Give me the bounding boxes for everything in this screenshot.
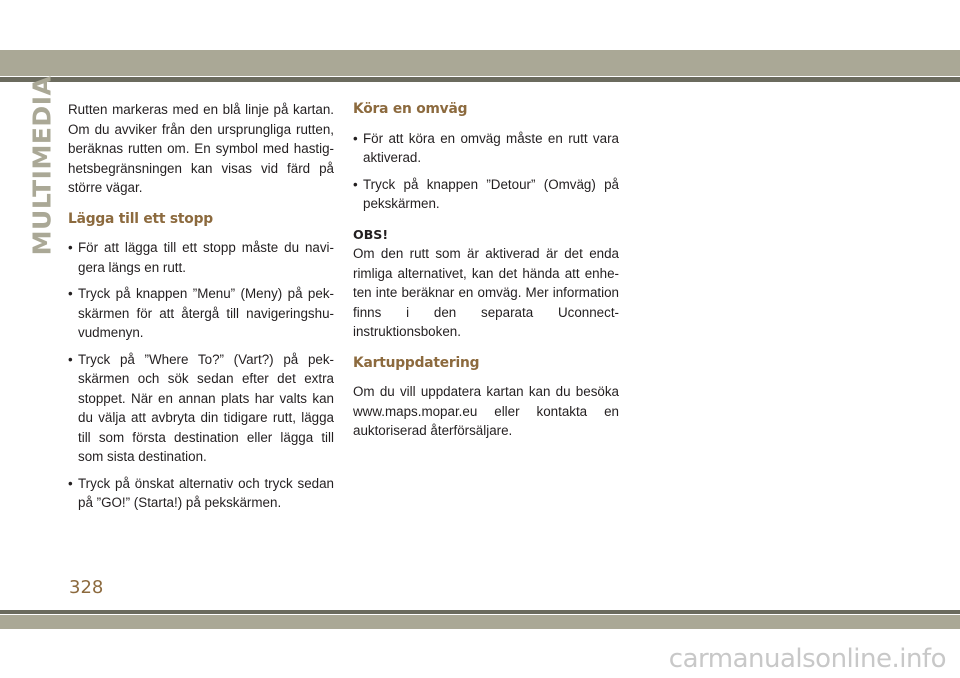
footer-rule (0, 610, 960, 614)
header-rule (0, 77, 960, 82)
section-label: MULTIMEDIA (27, 75, 57, 256)
right-column (353, 100, 619, 441)
detour-list (353, 129, 619, 214)
list-item: • Tryck på knappen ”Detour” (Omväg) på pekskärmen. (353, 175, 619, 214)
list-item: • Tryck på knappen ”Menu” (Meny) på pekskärmen för att återgå till navigeringshuvudmenyn. (68, 284, 334, 343)
footer-band (0, 615, 960, 629)
list-item: • För att lägga till ett stopp måste du navigera längs en rutt. (68, 238, 334, 277)
section-tab (22, 75, 62, 256)
page-number: 328 (69, 577, 104, 598)
watermark: carmanualsonline.info (668, 644, 946, 674)
list-item: • Tryck på önskat alternativ och tryck sedan på ”GO!” (Starta!) på pekskärmen. (68, 474, 334, 513)
note-text: Om den rutt som är aktiverad är det enda rimliga alternativet, kan det hända att enheten inte beräknar en omväg. Mer information finns i den separata Uconnect-instruktionsboken. (353, 246, 619, 339)
list-item: • För att köra en omväg måste en rutt vara aktiverad. (353, 129, 619, 168)
list-item: • Tryck på ”Where To?” (Vart?) på pekskärmen och sök sedan efter det extra stoppet. När en annan plats har valts kan du välja att avbryta din tidigare rutt, lägga till som första destination eller lägga till som sista destination. (68, 350, 334, 467)
left-column (68, 100, 334, 520)
note-label: OBS! (353, 226, 389, 242)
heading-map-update: Kartuppdatering (353, 354, 480, 371)
heading-detour: Köra en omväg (353, 101, 468, 117)
add-stop-list (68, 238, 334, 513)
heading-add-stop: Lägga till ett stopp (68, 210, 213, 227)
map-update-paragraph: Om du vill uppdatera kartan kan du besöka www.maps.mopar.eu eller kontakta en auktoriserad återförsäljare. (353, 384, 619, 438)
header-band (0, 50, 960, 76)
intro-paragraph: Rutten markeras med en blå linje på kartan. Om du avviker från den ursprungliga rutten, beräknas rutten om. En symbol med hastighetsbegränsningen kan visas vid färd på större vägar. (68, 102, 334, 195)
